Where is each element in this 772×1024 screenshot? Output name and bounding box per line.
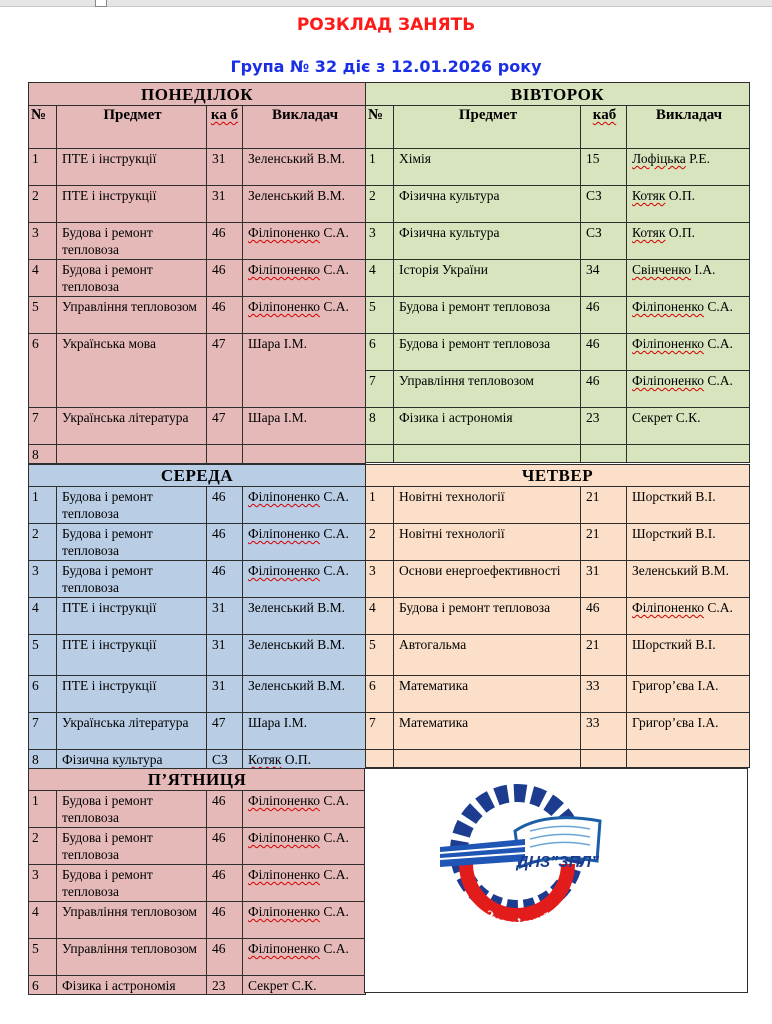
lesson-subject: Будова і ремонт тепловоза	[57, 828, 207, 865]
friday-schedule-table	[28, 768, 366, 995]
lesson-number: 8	[366, 408, 394, 445]
table-row	[29, 902, 366, 939]
spellcheck-word: Котяк	[632, 225, 666, 240]
logo-abbr: ДНЗ”ЗПЛ”	[516, 854, 600, 871]
table-row	[366, 676, 750, 713]
table-row	[29, 223, 366, 260]
lesson-number: 3	[366, 223, 394, 260]
lesson-room: 33	[581, 676, 627, 713]
lesson-number: 2	[29, 186, 57, 223]
table-row	[366, 713, 750, 750]
lesson-teacher: Філіпоненко С.А.	[627, 598, 750, 635]
lesson-room: 46	[207, 865, 243, 902]
lesson-room: 46	[207, 487, 243, 524]
wednesday-schedule-table	[28, 464, 366, 769]
lesson-teacher: Секрет С.К.	[243, 976, 366, 995]
monday-schedule-table	[28, 82, 366, 464]
lesson-number: 1	[366, 487, 394, 524]
lesson-subject: Фізична культура	[394, 186, 581, 223]
lesson-number: 5	[29, 297, 57, 334]
lesson-teacher: Філіпоненко С.А.	[243, 524, 366, 561]
table-row	[29, 976, 366, 995]
school-logo	[365, 769, 749, 994]
col-header-number: №	[366, 106, 394, 149]
table-row	[366, 598, 750, 635]
lesson-room: 46	[207, 524, 243, 561]
lesson-room: 46	[207, 828, 243, 865]
lesson-subject: Будова і ремонт тепловоза	[57, 223, 207, 260]
lesson-teacher: Філіпоненко С.А.	[627, 371, 750, 408]
lesson-number: 6	[29, 334, 57, 408]
table-row	[366, 561, 750, 598]
spellcheck-word: Філіпоненко	[248, 262, 320, 277]
spellcheck-word: Філіпоненко	[632, 299, 704, 314]
day-header-thursday: ЧЕТВЕР	[366, 465, 750, 487]
lesson-teacher: Філіпоненко С.А.	[243, 939, 366, 976]
table-row	[29, 186, 366, 223]
lesson-subject: Основи енергоефективності	[394, 561, 581, 598]
lesson-teacher: Свінченко І.А.	[627, 260, 750, 297]
spellcheck-word: Філіпоненко	[632, 373, 704, 388]
lesson-number: 5	[29, 635, 57, 676]
lesson-subject: Будова і ремонт тепловоза	[57, 487, 207, 524]
lesson-teacher: Шорсткий В.І.	[627, 635, 750, 676]
table-row	[29, 561, 366, 598]
col-header-room: каб	[581, 106, 627, 149]
lesson-subject: ПТЕ і інструкції	[57, 186, 207, 223]
spellcheck-word: Лофіцька	[632, 151, 686, 166]
table-row	[366, 334, 750, 371]
lesson-room: 46	[207, 561, 243, 598]
lesson-teacher: Філіпоненко С.А.	[627, 297, 750, 334]
table-row	[366, 223, 750, 260]
lesson-room: 21	[581, 487, 627, 524]
lesson-teacher: Григор’єва І.А.	[627, 713, 750, 750]
lesson-subject: Хімія	[394, 149, 581, 186]
lesson-subject: Будова і ремонт тепловоза	[394, 598, 581, 635]
lesson-room: 46	[581, 371, 627, 408]
lesson-subject: Українська література	[57, 713, 207, 750]
col-header-teacher: Викладач	[627, 106, 750, 149]
table-row	[29, 487, 366, 524]
lesson-room: 46	[581, 334, 627, 371]
lesson-room: СЗ	[581, 223, 627, 260]
lesson-subject: Історія України	[394, 260, 581, 297]
lesson-teacher: Котяк О.П.	[627, 186, 750, 223]
lesson-room: 21	[581, 635, 627, 676]
spellcheck-word: Філіпоненко	[248, 941, 320, 956]
lesson-teacher: Шара І.М.	[243, 408, 366, 445]
table-row	[29, 260, 366, 297]
lesson-subject: Фізична культура	[394, 223, 581, 260]
lesson-subject: ПТЕ і інструкції	[57, 635, 207, 676]
spellcheck-word: Філіпоненко	[248, 793, 320, 808]
thursday-rows	[366, 487, 750, 750]
lesson-number: 6	[29, 676, 57, 713]
lesson-room: 46	[207, 902, 243, 939]
lesson-room: 31	[207, 598, 243, 635]
lesson-number: 4	[366, 260, 394, 297]
table-row	[29, 828, 366, 865]
lesson-room: 31	[207, 635, 243, 676]
lesson-room: 46	[207, 297, 243, 334]
table-row	[29, 865, 366, 902]
spellcheck-word: Філіпоненко	[248, 904, 320, 919]
table-row	[29, 635, 366, 676]
spellcheck-word: Філіпоненко	[248, 225, 320, 240]
lesson-number: 5	[366, 635, 394, 676]
lesson-teacher: Філіпоненко С.А.	[243, 561, 366, 598]
day-header-monday: ПОНЕДІЛОК	[29, 83, 366, 106]
lesson-teacher: Зеленський В.М.	[243, 186, 366, 223]
lesson-teacher: Григор’єва І.А.	[627, 676, 750, 713]
lesson-number: 5	[366, 297, 394, 334]
lesson-number: 7	[366, 371, 394, 408]
lesson-room: 33	[581, 713, 627, 750]
lesson-number: 4	[29, 260, 57, 297]
lesson-number: 4	[366, 598, 394, 635]
lesson-teacher: Секрет С.К.	[627, 408, 750, 445]
lesson-subject: ПТЕ і інструкції	[57, 676, 207, 713]
spellcheck-word: Котяк	[632, 188, 666, 203]
table-row	[29, 297, 366, 334]
lesson-room: 23	[581, 408, 627, 445]
lesson-number: 5	[29, 939, 57, 976]
friday-rows	[29, 791, 366, 995]
col-header-room: ка б	[207, 106, 243, 149]
table-row	[29, 149, 366, 186]
table-row	[29, 939, 366, 976]
lesson-subject: Новітні технології	[394, 524, 581, 561]
lesson-room: СЗ	[207, 750, 243, 769]
col-header-teacher: Викладач	[243, 106, 366, 149]
table-row	[29, 791, 366, 828]
lesson-subject: ПТЕ і інструкції	[57, 149, 207, 186]
lesson-room: 46	[207, 939, 243, 976]
lesson-teacher: Зеленський В.М.	[243, 598, 366, 635]
table-row	[29, 524, 366, 561]
table-row	[366, 635, 750, 676]
table-row	[29, 408, 366, 445]
spellcheck-word: Філіпоненко	[248, 830, 320, 845]
spellcheck-word: Філіпоненко	[632, 336, 704, 351]
wednesday-rows	[29, 487, 366, 769]
lesson-room: 15	[581, 149, 627, 186]
table-row	[366, 260, 750, 297]
lesson-number: 1	[366, 149, 394, 186]
lesson-teacher: Філіпоненко С.А.	[243, 297, 366, 334]
lesson-teacher: Філіпоненко С.А.	[243, 828, 366, 865]
lesson-subject: ПТЕ і інструкції	[57, 598, 207, 635]
lesson-number: 8	[29, 750, 57, 769]
lesson-subject: Українська література	[57, 408, 207, 445]
lesson-number: 1	[29, 791, 57, 828]
day-header-tuesday: ВІВТОРОК	[366, 83, 750, 106]
col-header-number: №	[29, 106, 57, 149]
table-row	[366, 371, 750, 408]
lesson-teacher: Філіпоненко С.А.	[243, 865, 366, 902]
monday-rows	[29, 149, 366, 464]
lesson-number: 6	[29, 976, 57, 995]
lesson-room: 46	[581, 297, 627, 334]
lesson-number: 3	[29, 865, 57, 902]
lesson-subject: Автогальма	[394, 635, 581, 676]
col-header-subject: Предмет	[394, 106, 581, 149]
spellcheck-word: Філіпоненко	[248, 526, 320, 541]
table-row	[29, 334, 366, 408]
lesson-number: 6	[366, 334, 394, 371]
lesson-subject	[57, 445, 207, 464]
table-row	[29, 750, 366, 769]
lesson-subject: Управління тепловозом	[57, 939, 207, 976]
table-row	[366, 408, 750, 445]
lesson-room: 21	[581, 524, 627, 561]
lesson-room: 34	[581, 260, 627, 297]
day-header-wednesday: СЕРЕДА	[29, 465, 366, 487]
lesson-teacher: Зеленський В.М.	[627, 561, 750, 598]
spellcheck-word: Філіпоненко	[248, 867, 320, 882]
lesson-teacher: Філіпоненко С.А.	[243, 260, 366, 297]
lesson-number: 1	[29, 487, 57, 524]
lesson-subject: Управління тепловозом	[394, 371, 581, 408]
lesson-room: 31	[207, 676, 243, 713]
lesson-teacher: Котяк О.П.	[243, 750, 366, 769]
lesson-teacher: Філіпоненко С.А.	[243, 791, 366, 828]
lesson-number: 6	[366, 676, 394, 713]
lesson-teacher: Філіпоненко С.А.	[243, 487, 366, 524]
lesson-room: 31	[207, 149, 243, 186]
spellcheck-word: Філіпоненко	[248, 563, 320, 578]
lesson-room: 47	[207, 334, 243, 408]
table-row	[29, 598, 366, 635]
lesson-subject: Будова і ремонт тепловоза	[394, 334, 581, 371]
lesson-subject: Математика	[394, 713, 581, 750]
lesson-number: 7	[29, 408, 57, 445]
lesson-subject: Новітні технології	[394, 487, 581, 524]
spellcheck-word: Філіпоненко	[248, 489, 320, 504]
lesson-subject: Математика	[394, 676, 581, 713]
lesson-number: 3	[366, 561, 394, 598]
lesson-number: 2	[366, 524, 394, 561]
thursday-schedule-table	[365, 464, 750, 768]
lesson-teacher: Зеленський В.М.	[243, 149, 366, 186]
spellcheck-word: Філіпоненко	[632, 600, 704, 615]
col-header-subject: Предмет	[57, 106, 207, 149]
spellcheck-word: Філіпоненко	[248, 299, 320, 314]
lesson-teacher: Шорсткий В.І.	[627, 524, 750, 561]
lesson-teacher: Філіпоненко С.А.	[243, 223, 366, 260]
lesson-number: 4	[29, 902, 57, 939]
lesson-subject: Управління тепловозом	[57, 902, 207, 939]
table-row	[29, 676, 366, 713]
page-subtitle: Група № 32 діє з 12.01.2026 року	[230, 57, 542, 76]
lesson-room: 31	[581, 561, 627, 598]
lesson-room: 46	[207, 260, 243, 297]
lesson-number: 2	[29, 828, 57, 865]
lesson-number: 3	[29, 561, 57, 598]
lesson-subject: Будова і ремонт тепловоза	[57, 865, 207, 902]
lesson-teacher: Філіпоненко С.А.	[627, 334, 750, 371]
lesson-room: 31	[207, 186, 243, 223]
lesson-subject: Будова і ремонт тепловоза	[57, 561, 207, 598]
lesson-teacher: Котяк О.П.	[627, 223, 750, 260]
lesson-room: 46	[207, 223, 243, 260]
spellcheck-word: Свінченко	[632, 262, 691, 277]
spellcheck-word: Котяк	[248, 752, 282, 767]
table-row	[366, 186, 750, 223]
table-row	[29, 713, 366, 750]
ruler-marker	[95, 0, 107, 7]
lesson-subject: Українська мова	[57, 334, 207, 408]
logo-motto-path: Знам’янка	[480, 906, 554, 934]
logo-cell	[364, 768, 748, 993]
day-header-friday: П’ЯТНИЦЯ	[29, 769, 366, 791]
lesson-subject: Будова і ремонт тепловоза	[57, 791, 207, 828]
lesson-number: 3	[29, 223, 57, 260]
lesson-number: 2	[29, 524, 57, 561]
lesson-teacher: Шорсткий В.І.	[627, 487, 750, 524]
lesson-room: 46	[207, 791, 243, 828]
lesson-subject: Будова і ремонт тепловоза	[57, 524, 207, 561]
lesson-teacher: Філіпоненко С.А.	[243, 902, 366, 939]
table-row	[366, 487, 750, 524]
lesson-room: 23	[207, 976, 243, 995]
lesson-subject: Управління тепловозом	[57, 297, 207, 334]
lesson-subject: Фізична культура	[57, 750, 207, 769]
lesson-number: 2	[366, 186, 394, 223]
lesson-room	[207, 445, 243, 464]
table-row	[366, 524, 750, 561]
lesson-number: 4	[29, 598, 57, 635]
lesson-subject: Будова і ремонт тепловоза	[57, 260, 207, 297]
lesson-teacher: Зеленський В.М.	[243, 676, 366, 713]
lesson-teacher: Шара І.М.	[243, 334, 366, 408]
table-row	[29, 445, 366, 464]
window-top-strip	[0, 0, 772, 7]
lesson-subject: Фізика і астрономія	[57, 976, 207, 995]
lesson-teacher	[243, 445, 366, 464]
lesson-room: 47	[207, 713, 243, 750]
lesson-number: 7	[29, 713, 57, 750]
lesson-teacher: Лофіцька Р.Е.	[627, 149, 750, 186]
lesson-number: 1	[29, 149, 57, 186]
page-title: РОЗКЛАД ЗАНЯТЬ	[296, 15, 476, 35]
lesson-subject: Будова і ремонт тепловоза	[394, 297, 581, 334]
lesson-room: 46	[581, 598, 627, 635]
lesson-teacher: Шара І.М.	[243, 713, 366, 750]
tuesday-rows	[366, 149, 750, 445]
lesson-subject: Фізика і астрономія	[394, 408, 581, 445]
lesson-room: 47	[207, 408, 243, 445]
lesson-room: СЗ	[581, 186, 627, 223]
tuesday-schedule-table	[365, 82, 750, 463]
table-row	[366, 297, 750, 334]
lesson-teacher: Зеленський В.М.	[243, 635, 366, 676]
lesson-number: 8	[29, 445, 57, 464]
lesson-number: 7	[366, 713, 394, 750]
table-row	[366, 149, 750, 186]
